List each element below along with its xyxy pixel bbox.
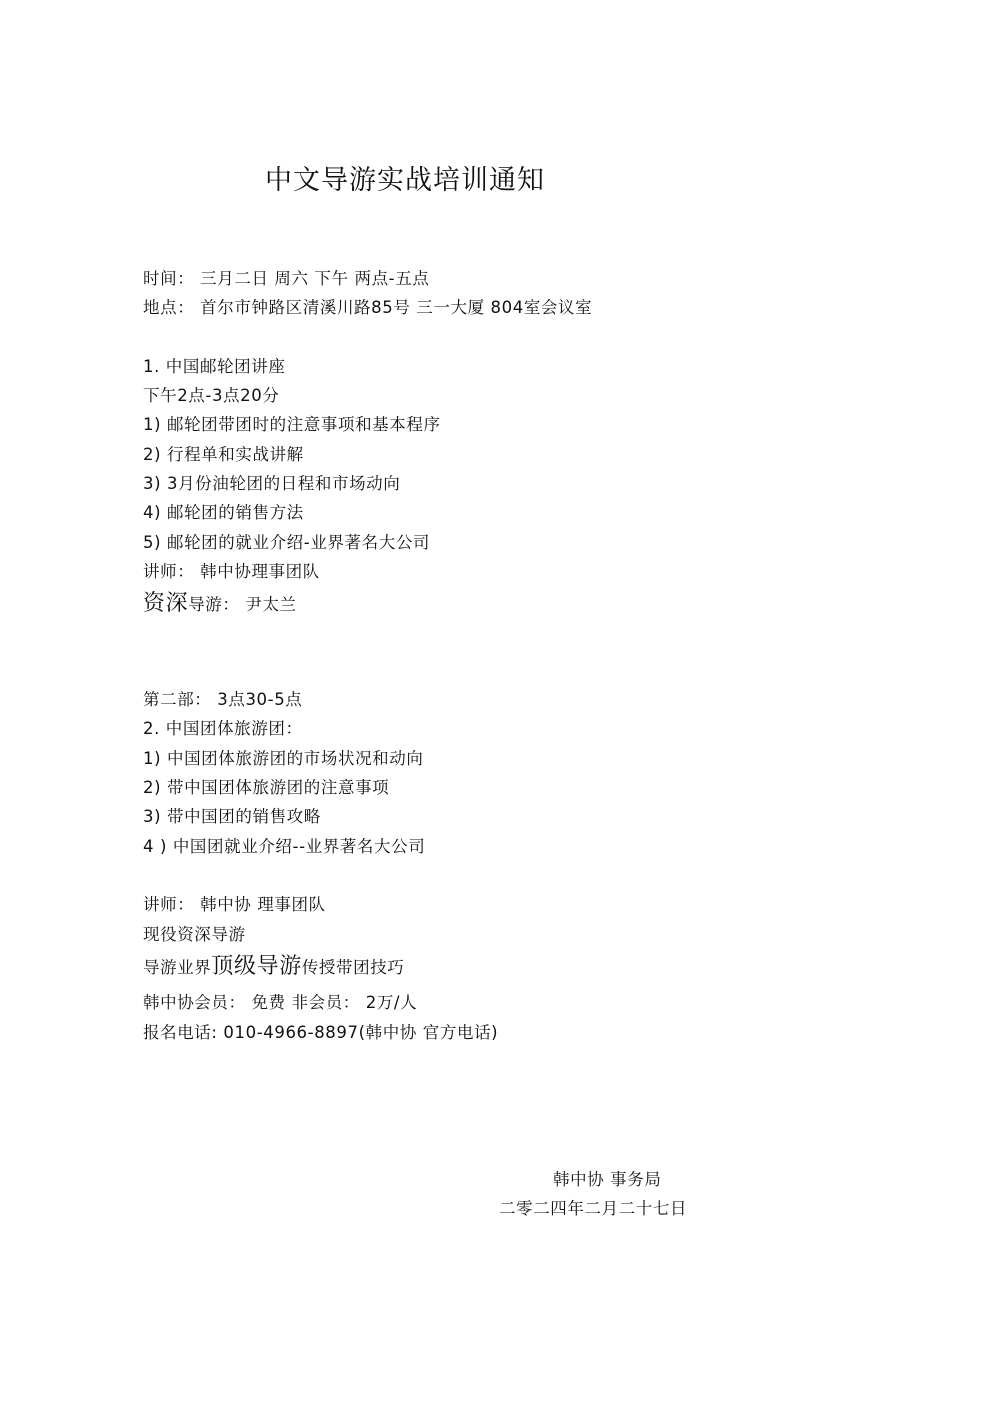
signature-org: 韩中协 事务局 [553,1170,662,1189]
senior-emphasis: 资深 [143,591,189,616]
part1-lecturer: 讲师： 韩中协理事团队 [143,562,320,581]
top-line-emphasis: 顶级导游 [211,954,302,979]
fee-line: 韩中协会员： 免费 非会员： 2万/人 [143,993,418,1012]
lecturer2: 讲师： 韩中协 理事团队 [143,895,326,914]
time-line: 时间： 三月二日 周六 下午 两点-五点 [143,269,430,288]
senior-guide-name: 导游： 尹太兰 [188,595,297,614]
top-line-post: 传授带团技巧 [301,958,405,977]
part2-time-heading: 第二部： 3点30-5点 [143,690,303,709]
part1-item-3: 3) 3月份油轮团的日程和市场动向 [143,474,401,493]
part1-item-5: 5) 邮轮团的就业介绍-业界著名大公司 [143,533,431,552]
part1-item-4: 4) 邮轮团的销售方法 [143,503,304,522]
phone-line: 报名电话: 010-4966-8897(韩中协 官方电话) [143,1023,499,1042]
part1-senior-guide [143,593,297,616]
part2-item-4: 4 ) 中国团就业介绍--业界著名大公司 [143,837,426,856]
part2-item-2: 2) 带中国团体旅游团的注意事项 [143,778,390,797]
active-guide: 现役资深导游 [143,925,246,944]
part2-item-3: 3) 带中国团的销售攻略 [143,807,321,826]
top-line-pre: 导游业界 [143,958,212,977]
top-guide-line [143,956,404,979]
part1-item-2: 2) 行程单和实战讲解 [143,445,304,464]
place-line: 地点： 首尔市钟路区清溪川路85号 三一大厦 804室会议室 [143,298,593,317]
signature-date: 二零二四年二月二十七日 [499,1199,688,1218]
part2-item-1: 1) 中国团体旅游团的市场状况和动向 [143,749,424,768]
part1-item-1: 1) 邮轮团带团时的注意事项和基本程序 [143,415,441,434]
part1-heading: 1. 中国邮轮团讲座 [143,357,286,376]
part1-time: 下午2点-3点20分 [143,386,280,405]
document-title: 中文导游实战培训通知 [265,165,545,196]
part2-heading: 2. 中国团体旅游团： [143,719,303,738]
